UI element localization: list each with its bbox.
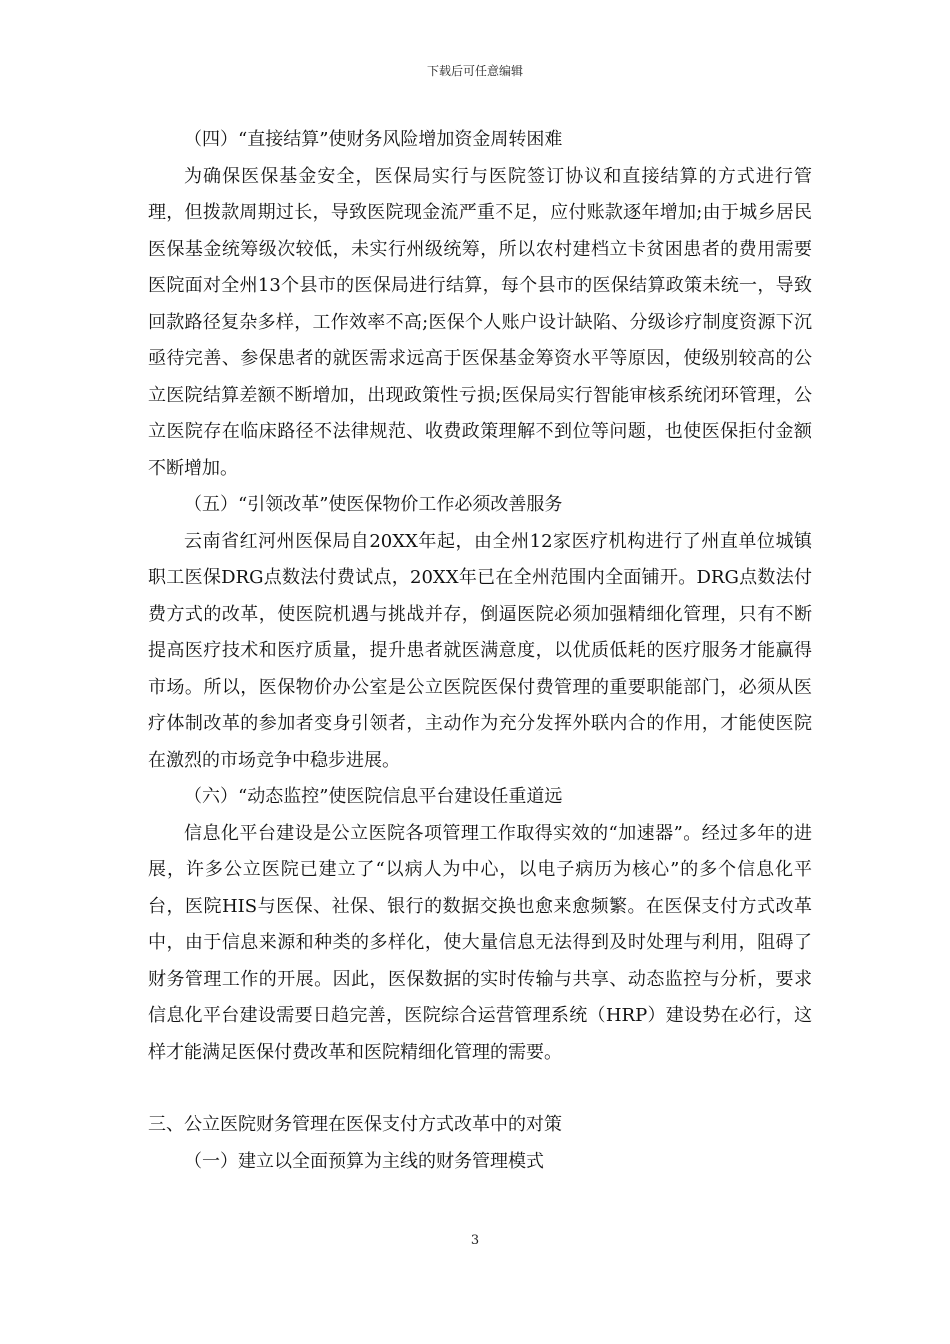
subheading-3-1: （一）建立以全面预算为主线的财务管理模式 <box>184 1150 544 1172</box>
paragraph-6: 信息化平台建设是公立医院各项管理工作取得实效的“加速器”。经过多年的进展，许多公立医院已建立了“以病人为中心，以电子病历为核心”的多个信息化平台，医院HIS与医保、社保、银行的数据交换也愈来愈频繁。在医保支付方式改革中，由于信息来源和种类的多样化，使大量信息无法得到及时处理与利用，阻碍了财务管理工作的开展。因此，医保数据的实时传输与共享、动态监控与分析，要求信息化平台建设需要日趋完善，医院综合运营管理系统（HRP）建设势在必行，这样才能满足医保付费改革和医院精细化管理的需要。 <box>148 822 812 1063</box>
subheading-4: （四）“直接结算”使财务风险增加资金周转困难 <box>184 129 563 150</box>
subheading-5: （五）“引领改革”使医保物价工作必须改善服务 <box>184 494 563 515</box>
paragraph-4: 为确保医保基金安全，医保局实行与医院签订协议和直接结算的方式进行管理，但拨款周期过长，导致医院现金流严重不足，应付账款逐年增加;由于城乡居民医保基金统筹级次较低，未实行州级统筹，所以农村建档立卡贫困患者的费用需要医院面对全州13个县市的医保局进行结算，每个县市的医保结算政策未统一，导致回款路径复杂多样，工作效率不高;医保个人账户设计缺陷、分级诊疗制度资源下沉亟待完善、参保患者的就医需求远高于医保基金筹资水平等原因，使级别较高的公立医院结算差额不断增加，出现政策性亏损;医保局实行智能审核系统闭环管理，公立医院存在临床路径不法律规范、收费政策理解不到位等问题，也使医保拒付金额不断增加。 <box>148 165 812 479</box>
paragraph-5: 云南省红河州医保局自20XX年起，由全州12家医疗机构进行了州直单位城镇职工医保DRG点数法付费试点，20XX年已在全州范围内全面铺开。DRG点数法付费方式的改革，使医院机遇与挑战并存，倒逼医院必须加强精细化管理，只有不断提高医疗技术和医疗质量，提升患者就医满意度，以优质低耗的医疗服务才能赢得市场。所以，医保物价办公室是公立医院医保付费管理的重要职能部门，必须从医疗体制改革的参加者变身引领者，主动作为充分发挥外联内合的作用，才能使医院在激烈的市场竞争中稳步进展。 <box>148 530 812 771</box>
subheading-6: （六）“动态监控”使医院信息平台建设任重道远 <box>184 786 563 807</box>
page-header: 下载后可任意编辑 <box>426 64 523 78</box>
document-body <box>148 122 812 1180</box>
section-heading-3: 三、公立医院财务管理在医保支付方式改革中的对策 <box>148 1114 562 1135</box>
page-number: 3 <box>470 1233 480 1248</box>
section-gap <box>148 1071 812 1107</box>
